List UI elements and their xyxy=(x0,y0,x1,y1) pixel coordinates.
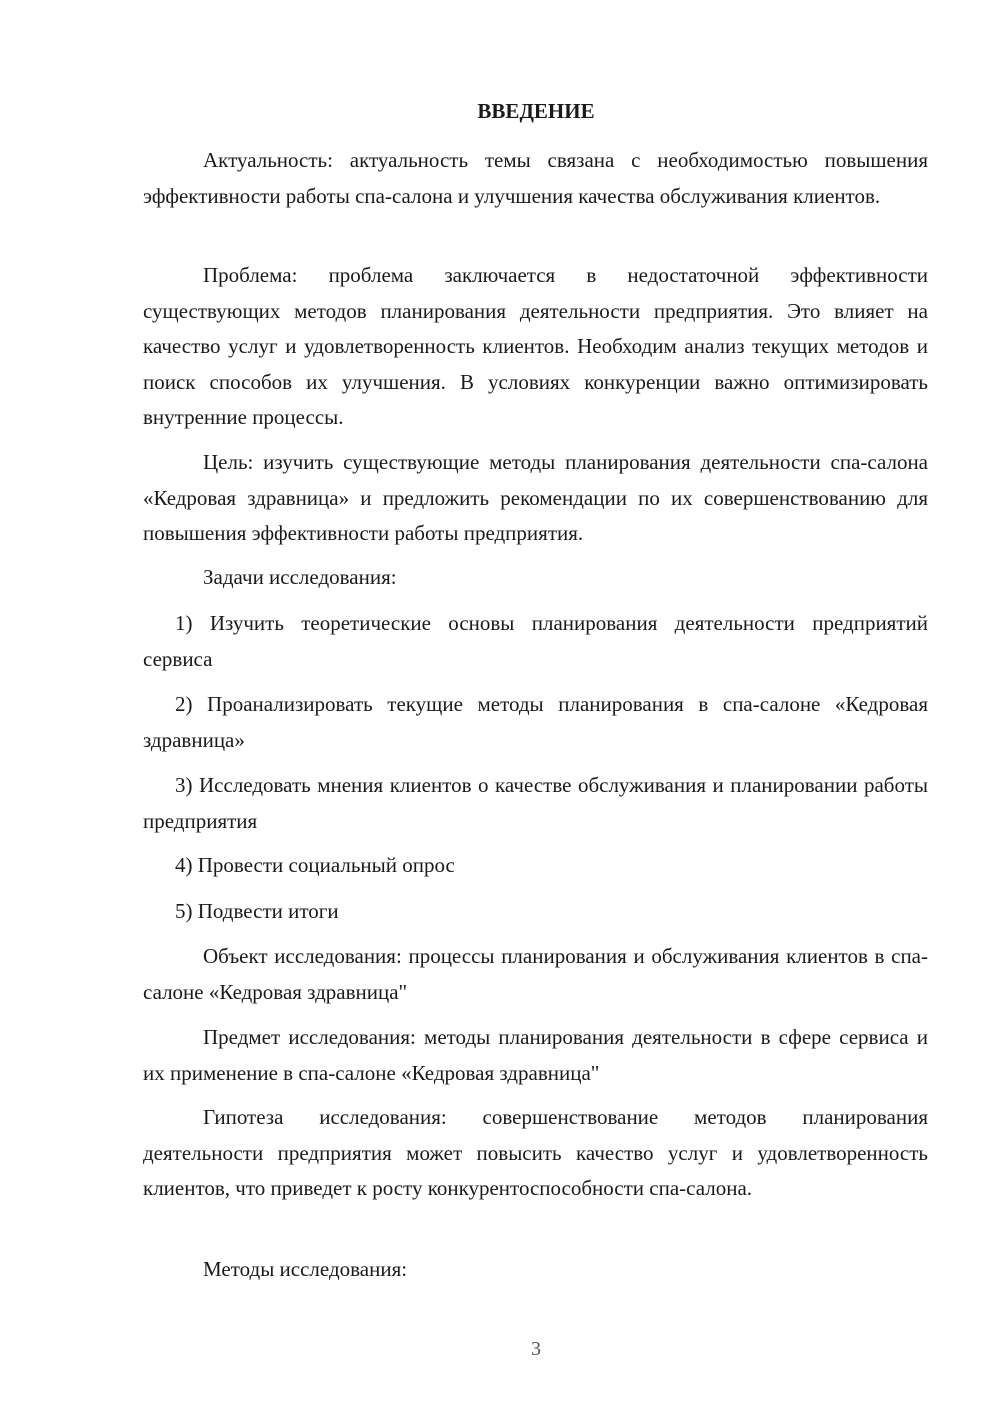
paragraph-problem: Проблема: проблема заключается в недостаточной эффективности существующих методов планирования деятельности предприятия. Это влияет на качество услуг и удовлетворенность клиентов. Необходим анализ текущих методов и поиск способов их улучшения. В условиях конкуренции важно оптимизировать внутренние процессы. xyxy=(143,263,928,429)
paragraph-object: Объект исследования: процессы планирования и обслуживания клиентов в спа-салоне «Кедровая здравница" xyxy=(143,944,928,1004)
page-title: ВВЕДЕНИЕ xyxy=(477,99,595,123)
paragraph-hypothesis: Гипотеза исследования: совершенствование методов планирования деятельности предприятия может повысить качество услуг и удовлетворенность клиентов, что приведет к росту конкурентоспособности спа-салона. xyxy=(143,1105,928,1200)
paragraph-subject: Предмет исследования: методы планирования деятельности в сфере сервиса и их применение в спа-салоне «Кедровая здравница" xyxy=(143,1025,928,1085)
paragraph-relevance: Актуальность: актуальность темы связана с необходимостью повышения эффективности работы спа-салона и улучшения качества обслуживания клиентов. xyxy=(143,148,928,208)
list-item-task-4: 4) Провести социальный опрос xyxy=(175,853,455,877)
paragraph-methods-heading: Методы исследования: xyxy=(203,1257,408,1281)
page-number: 3 xyxy=(531,1338,541,1360)
paragraph-goal: Цель: изучить существующие методы планирования деятельности спа-салона «Кедровая здравница» и предложить рекомендации по их совершенствованию для повышения эффективности работы предприятия. xyxy=(143,450,928,545)
list-item-task-2: 2) Проанализировать текущие методы планирования в спа-салоне «Кедровая здравница» xyxy=(143,692,928,752)
paragraph-tasks-heading: Задачи исследования: xyxy=(203,565,397,589)
list-item-task-5: 5) Подвести итоги xyxy=(175,899,339,923)
list-item-task-1: 1) Изучить теоретические основы планирования деятельности предприятий сервиса xyxy=(143,611,928,671)
list-item-task-3: 3) Исследовать мнения клиентов о качестве обслуживания и планировании работы предприятия xyxy=(143,773,928,833)
